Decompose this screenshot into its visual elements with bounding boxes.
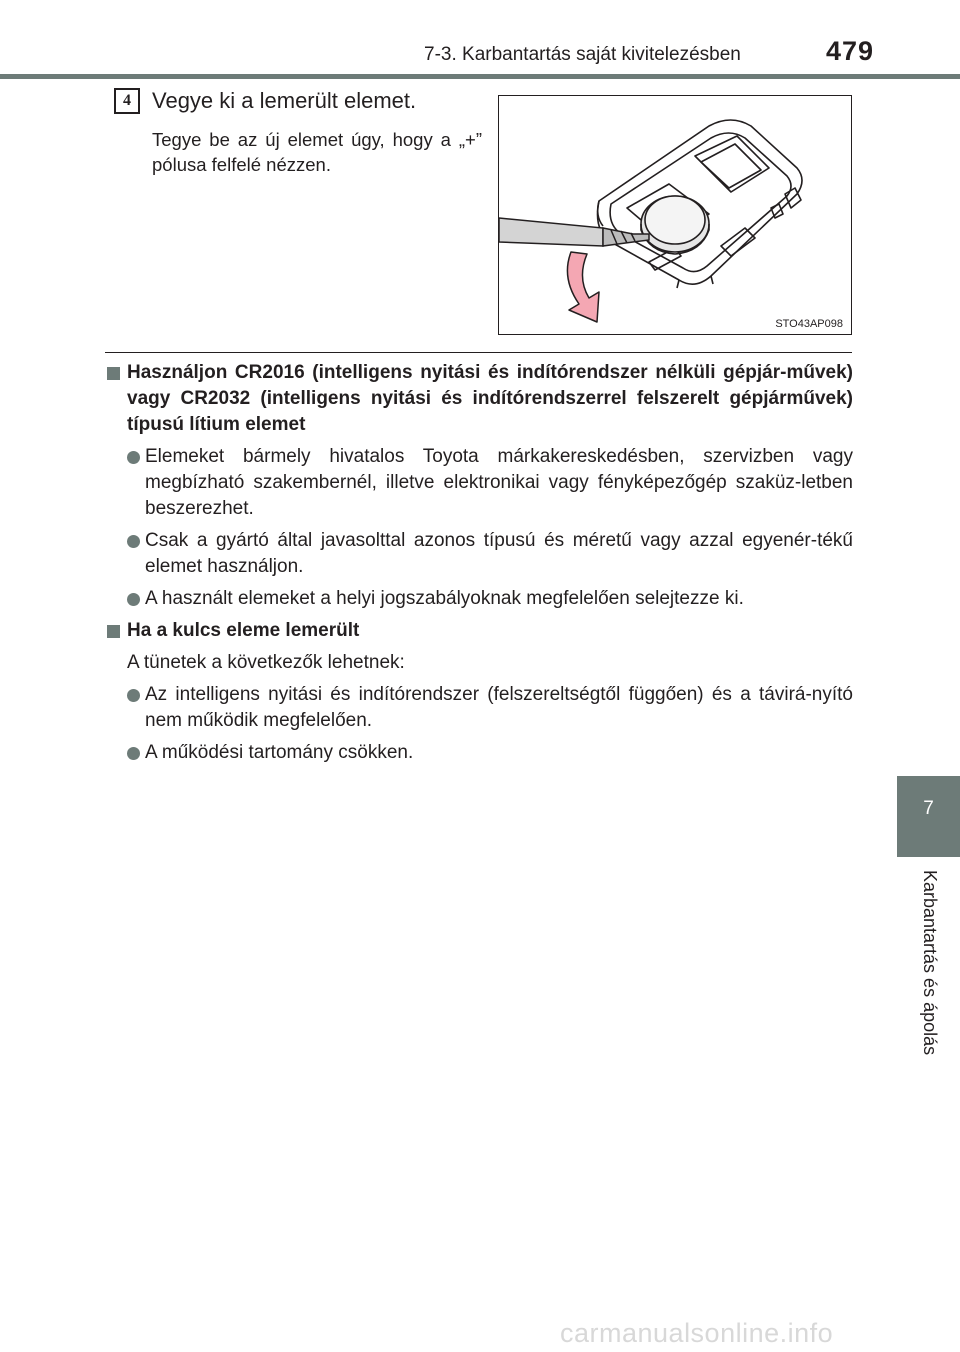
- square-bullet-icon: [107, 367, 120, 380]
- key-fob-drawing: [499, 96, 852, 335]
- step-number-badge: 4: [114, 88, 140, 114]
- pull-direction-arrow: [567, 252, 599, 322]
- battery-removal-illustration: [498, 95, 852, 335]
- step-instruction: Tegye be az új elemet úgy, hogy a „+” pólusa felfelé nézzen.: [152, 129, 482, 175]
- section-divider: [105, 352, 852, 353]
- list-item: Elemeket bármely hivatalos Toyota márkakereskedésben, szervizben vagy megbízható szakembernél, illetve elektronikai vagy fényképezőgép szaküz-letben beszerezhet.: [105, 444, 853, 522]
- section-heading-battery-depleted: Ha a kulcs eleme lemerült: [105, 618, 853, 644]
- section-intro: A tünetek a következők lehetnek:: [127, 652, 405, 673]
- list-item: A használt elemeket a helyi jogszabályoknak megfelelően selejtezze ki.: [105, 586, 853, 612]
- square-bullet-icon: [107, 625, 120, 638]
- figure-code: STO43AP098: [775, 318, 843, 330]
- circle-bullet-icon: [127, 689, 140, 702]
- circle-bullet-icon: [127, 747, 140, 760]
- header-rule: [0, 74, 960, 79]
- circle-bullet-icon: [127, 451, 140, 464]
- list-item: Az intelligens nyitási és indítórendszer (felszereltségtől függően) és a távirá-nyító nem működik megfelelően.: [105, 682, 853, 734]
- chapter-tab: [897, 776, 960, 857]
- list-item: A működési tartomány csökken.: [105, 740, 853, 766]
- circle-bullet-icon: [127, 535, 140, 548]
- page-number: 479: [826, 36, 875, 66]
- step-title: Vegye ki a lemerült elemet.: [152, 88, 417, 113]
- list-item: Csak a gyártó által javasolttal azonos típusú és méretű vagy azzal egyenér-tékű elemet használjon.: [105, 528, 853, 580]
- watermark: carmanualsonline.info: [560, 1318, 834, 1348]
- section-heading-battery-type: Használjon CR2016 (intelligens nyitási és indítórendszer nélküli gépjár-művek) vagy CR2032 (intelligens nyitási és indítórendszerrel felszerelt gépjárművek) típusú lítium elemet: [105, 360, 853, 438]
- chapter-title: Karbantartás és ápolás: [920, 870, 940, 1056]
- chapter-number: 7: [923, 798, 934, 819]
- circle-bullet-icon: [127, 593, 140, 606]
- chapter-title-vertical: [918, 870, 948, 1130]
- header-title: 7-3. Karbantartás saját kivitelezésben: [424, 44, 741, 65]
- notes-content: [105, 360, 853, 772]
